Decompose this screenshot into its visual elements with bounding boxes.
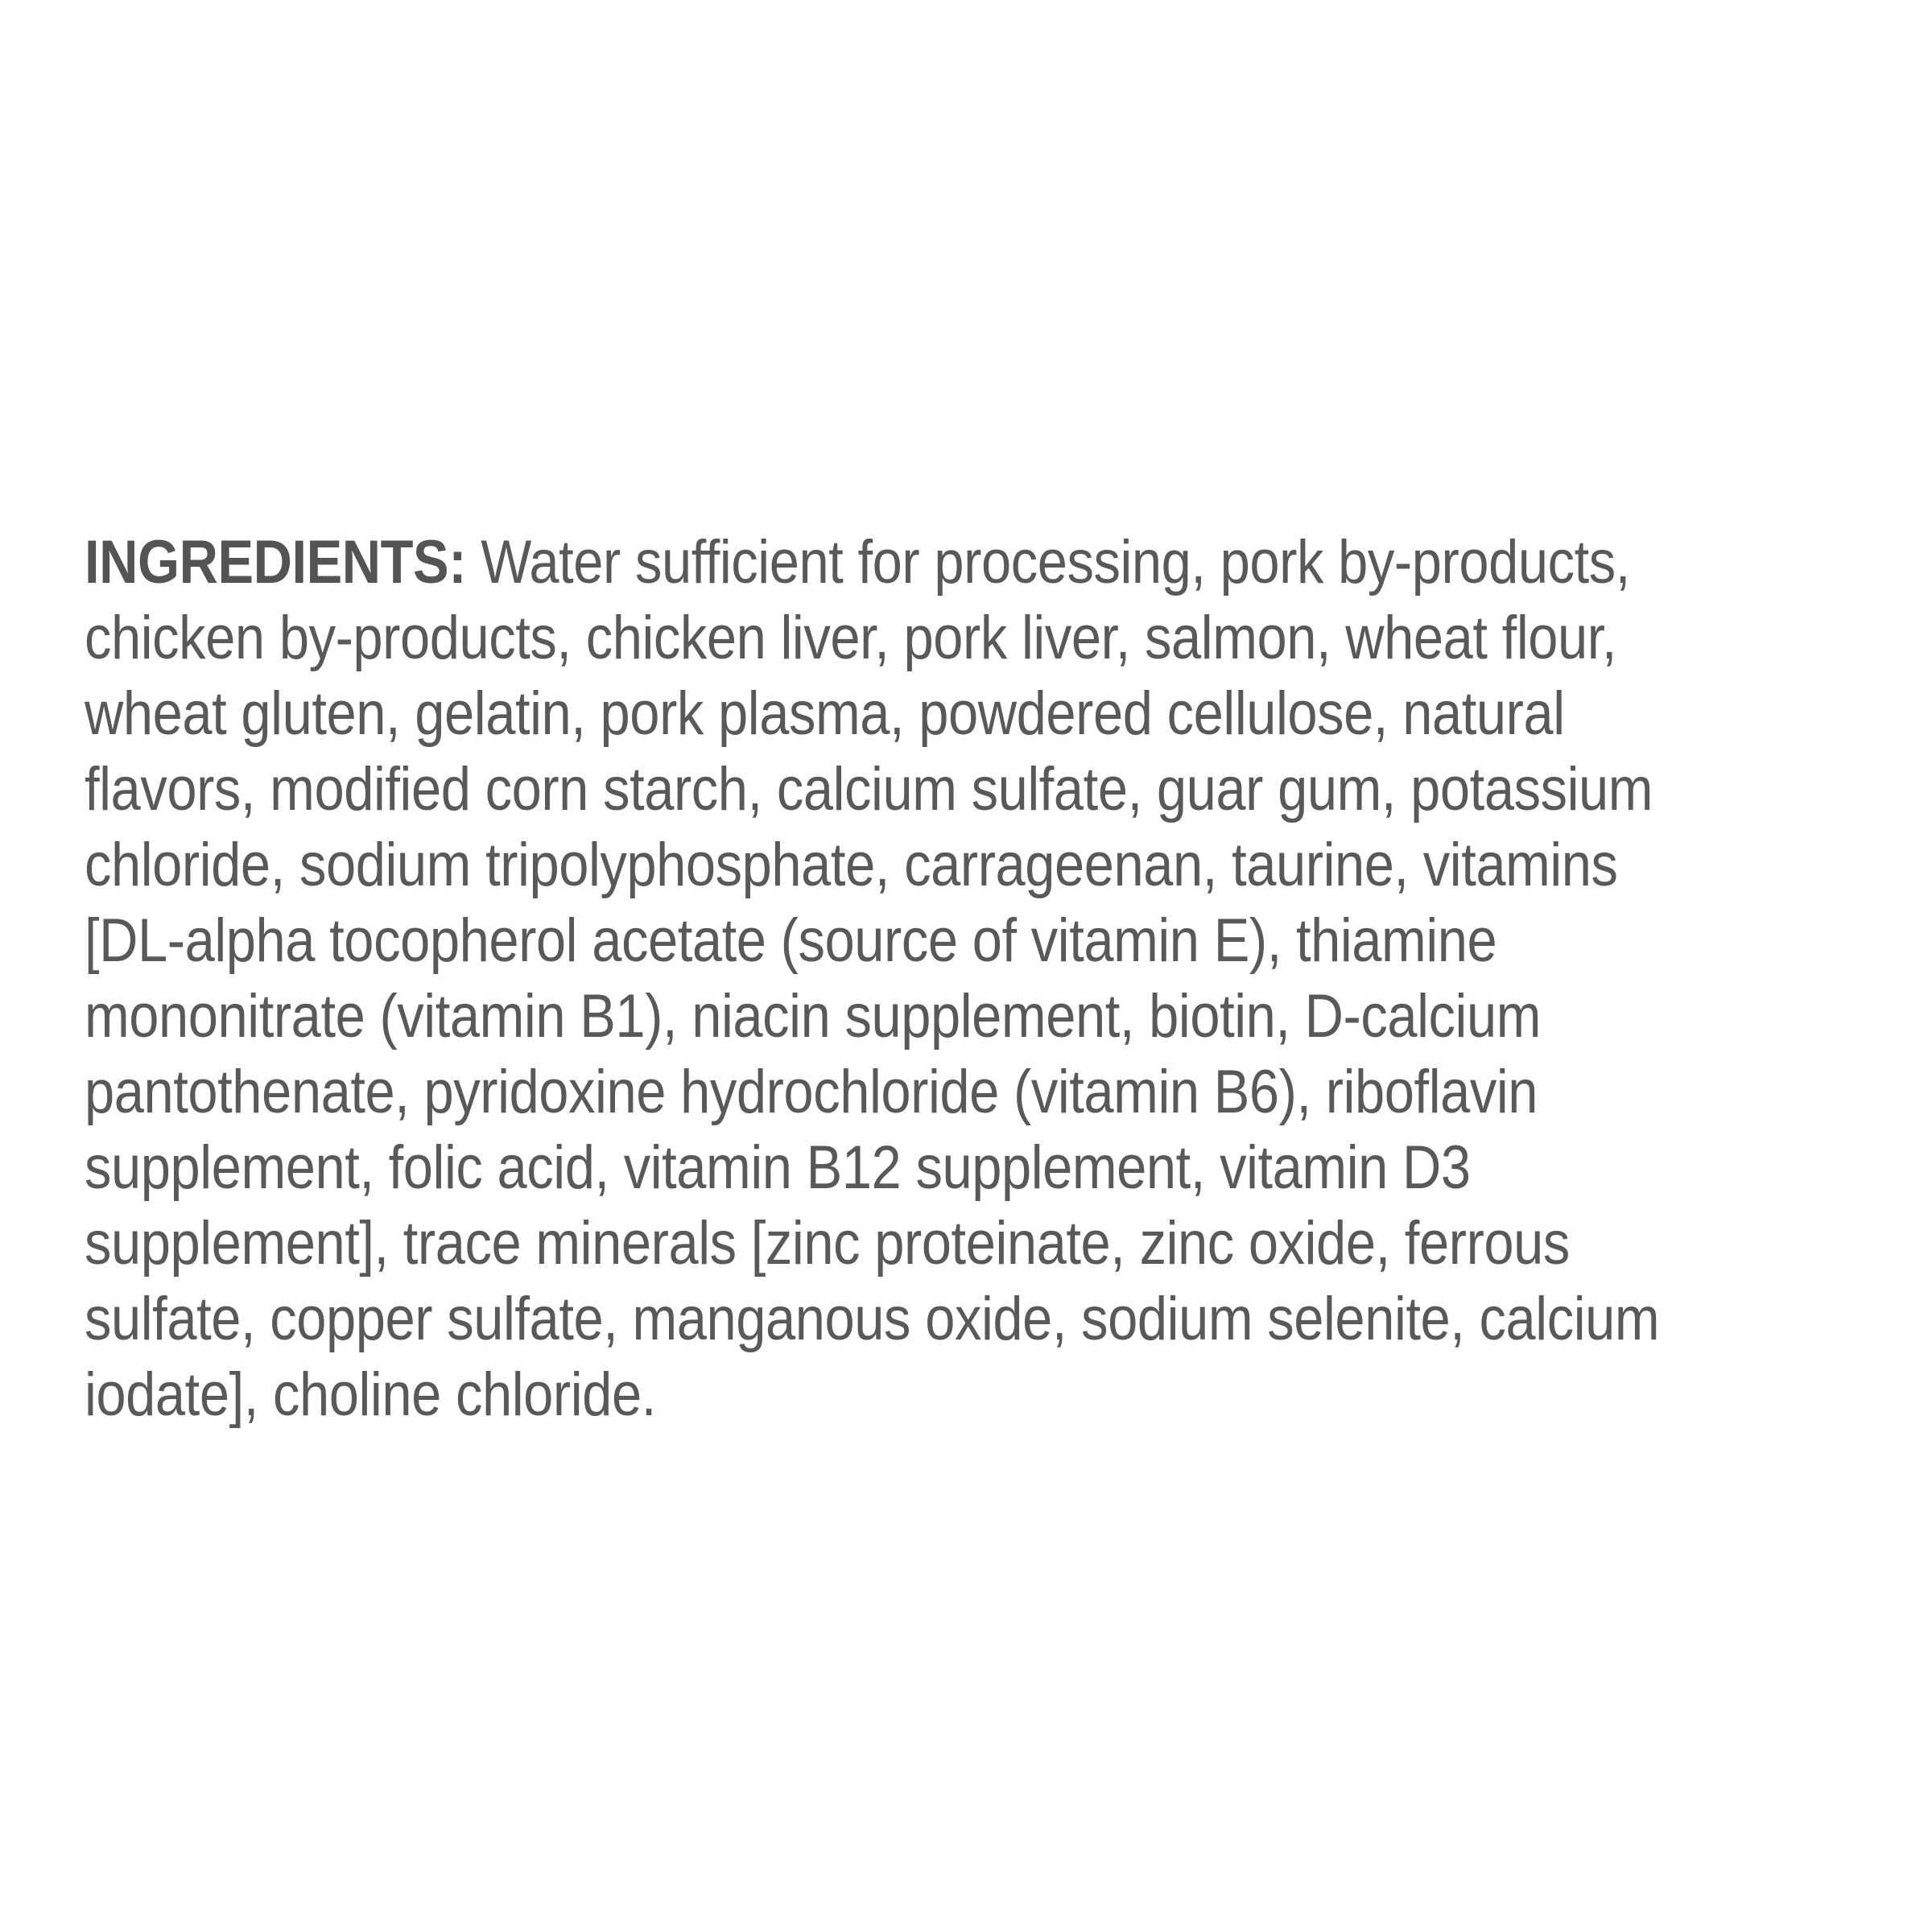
ingredient-line: sulfate, copper sulfate, manganous oxide, sodium selenite, calcium (85, 1285, 1660, 1353)
ingredient-line: wheat gluten, gelatin, pork plasma, powdered cellulose, natural (85, 679, 1565, 748)
ingredient-line: pantothenate, pyridoxine hydrochloride (vitamin B6), riboflavin (85, 1058, 1538, 1126)
ingredient-line: flavors, modified corn starch, calcium sulfate, guar gum, potassium (85, 755, 1653, 824)
ingredients-paragraph (85, 525, 1898, 1433)
ingredient-line (85, 525, 1898, 601)
ingredient-line: [DL-alpha tocopherol acetate (source of vitamin E), thiamine (85, 906, 1497, 975)
ingredient-line: chicken by-products, chicken liver, pork liver, salmon, wheat flour, (85, 604, 1617, 672)
ingredient-line-text: Water sufficient for processing, pork by-products, (466, 528, 1630, 597)
ingredient-line: iodate], choline chloride. (85, 1360, 656, 1429)
ingredient-line: chloride, sodium tripolyphosphate, carrageenan, taurine, vitamins (85, 831, 1618, 899)
ingredients-heading-label: INGREDIENTS: (85, 528, 467, 597)
ingredient-line: supplement], trace minerals [zinc proteinate, zinc oxide, ferrous (85, 1209, 1570, 1278)
ingredient-line: supplement, folic acid, vitamin B12 supplement, vitamin D3 (85, 1133, 1471, 1202)
ingredient-line: mononitrate (vitamin B1), niacin supplement, biotin, D-calcium (85, 982, 1541, 1051)
